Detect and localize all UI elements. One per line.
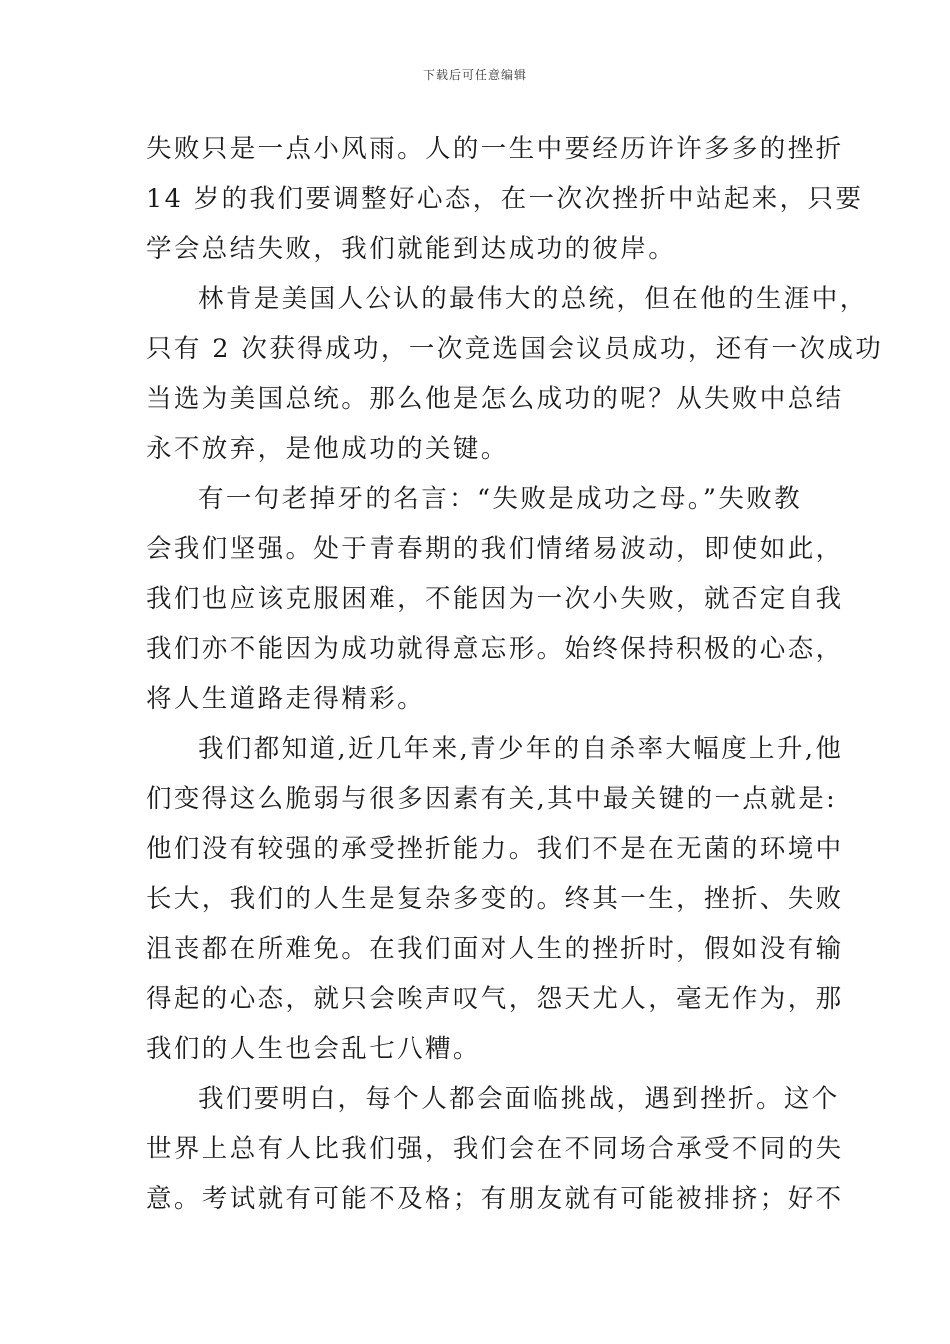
text-line: 们变得这么脆弱与很多因素有关,其中最关键的一点就是: [146, 784, 838, 814]
text-line: 意。考试就有可能不及格；有朋友就有可能被排挤；好不 [146, 1184, 844, 1214]
text-line: 长大，我们的人生是复杂多变的。终其一生，挫折、失败 [146, 884, 844, 914]
text-line: 14 岁的我们要调整好心态，在一次次挫折中站起来，只要 [146, 184, 864, 214]
paragraph-first-line: 林肯是美国人公认的最伟大的总统，但在他的生涯中， [198, 284, 868, 314]
text-line: 学会总结失败，我们就能到达成功的彼岸。 [146, 234, 677, 264]
text-line: 沮丧都在所难免。在我们面对人生的挫折时，假如没有输 [146, 934, 844, 964]
document-body [146, 124, 884, 1224]
text-line: 永不放弃，是他成功的关键。 [146, 434, 509, 464]
text-line: 将人生道路走得精彩。 [146, 684, 426, 714]
text-line: 我们的人生也会乱七八糟。 [146, 1034, 481, 1064]
text-line: 会我们坚强。处于青春期的我们情绪易波动，即使如此， [146, 534, 844, 564]
text-line: 失败只是一点小风雨。人的一生中要经历许许多多的挫折 [146, 134, 844, 164]
text-line: 世界上总有人比我们强，我们会在不同场合承受不同的失 [146, 1134, 844, 1164]
text-line: 我们也应该克服困难，不能因为一次小失败，就否定自我 [146, 584, 844, 614]
text-line: 我们亦不能因为成功就得意忘形。始终保持积极的心态， [146, 634, 844, 664]
text-line: 当选为美国总统。那么他是怎么成功的呢？从失败中总结 [146, 384, 844, 414]
paragraph-first-line: 我们都知道,近几年来,青少年的自杀率大幅度上升,他 [198, 734, 844, 764]
paragraph-first-line: 有一句老掉牙的名言：“失败是成功之母。”失败教 [198, 484, 803, 514]
header-note: 下载后可任意编辑 [422, 68, 527, 82]
text-line: 只有 2 次获得成功，一次竞选国会议员成功，还有一次成功 [146, 334, 884, 364]
paragraph-first-line: 我们要明白，每个人都会面临挑战，遇到挫折。这个 [198, 1084, 840, 1114]
text-line: 他们没有较强的承受挫折能力。我们不是在无菌的环境中 [146, 834, 844, 864]
text-line: 得起的心态，就只会唉声叹气，怨天尤人，毫无作为，那 [146, 984, 844, 1014]
